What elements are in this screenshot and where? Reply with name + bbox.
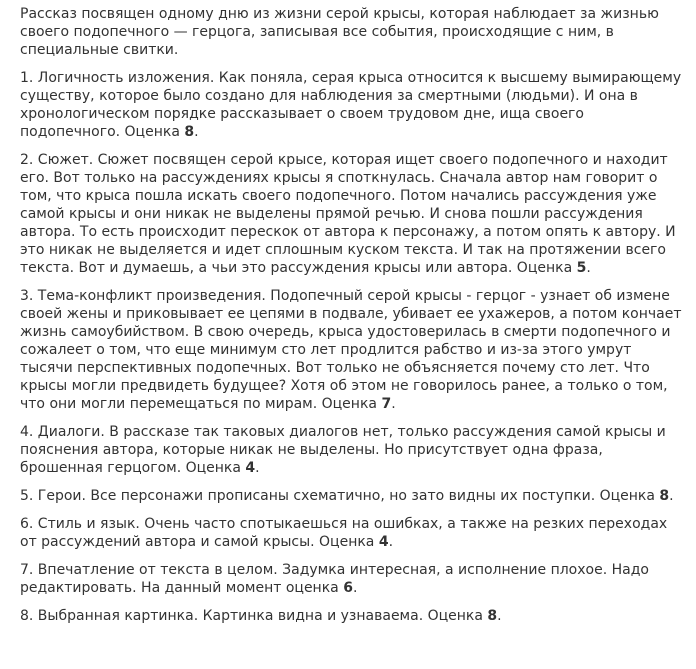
score-value: 4 bbox=[378, 534, 389, 550]
criterion-text: 8. Выбранная картинка. Картинка видна и узнаваема. Оценка bbox=[20, 608, 488, 624]
criterion-picture bbox=[20, 607, 688, 625]
criterion-text: 4. Диалоги. В рассказе так таковых диалогов нет, только рассуждения самой крысы и пояснения автора, которые никак не выделены. Но присутствует одна фраза, брошенная герцогом. Оценка bbox=[20, 424, 666, 476]
intro-paragraph: Рассказ посвящен одному дню из жизни серой крысы, которая наблюдает за жизнью своего подопечного — герцога, записывая все события, происходящие с ним, в специальные свитки. bbox=[20, 6, 659, 58]
criterion-dialogues bbox=[20, 423, 688, 477]
criterion-end: . bbox=[391, 396, 396, 412]
criterion-theme-conflict bbox=[20, 287, 688, 413]
criterion-logic bbox=[20, 69, 688, 141]
criterion-end: . bbox=[255, 460, 260, 476]
criterion-text: 1. Логичность изложения. Как поняла, серая крыса относится к высшему вымирающему существу, которое было создано для наблюдения за смертными (людьми). И она в хронологическом порядке рассказывает о своем трудовом дне, ища своего подопечного. Оценка bbox=[20, 70, 682, 140]
score-value: 8 bbox=[659, 488, 670, 504]
score-value: 6 bbox=[343, 580, 353, 596]
score-value: 8 bbox=[487, 608, 498, 624]
score-value: 7 bbox=[381, 396, 392, 412]
criterion-end: . bbox=[194, 124, 199, 140]
criterion-end: . bbox=[669, 488, 674, 504]
criterion-style-language bbox=[20, 515, 688, 551]
criterion-text: 6. Стиль и язык. Очень часто спотыкаешься на ошибках, а также на резких переходах от рассуждений автора и самой крысы. Оценка bbox=[20, 516, 668, 550]
criterion-characters bbox=[20, 487, 688, 505]
criterion-text: 2. Сюжет. Сюжет посвящен серой крысе, которая ищет своего подопечного и находит его. Вот только на рассуждениях крысы я споткнулась. Сначала автор нам говорит о том, что крыса пошла искать своего подопечного. Потом начались рассуждения уже самой крысы и они никак не выделены прямой речью. И снова пошли рассуждения автора. То есть происходит перескок от автора к персонажу, а потом опять к автору. И это никак не выделяется и идет сплошным куском текста. И так на протяжении всего текста. Вот и думаешь, а чьи это рассуждения крысы или автора. Оценка bbox=[20, 152, 676, 276]
score-value: 8 bbox=[184, 124, 195, 140]
score-value: 5 bbox=[576, 260, 587, 276]
score-value: 4 bbox=[245, 460, 256, 476]
criterion-text: 5. Герои. Все персонажи прописаны схематично, но зато видны их поступки. Оценка bbox=[20, 488, 660, 504]
criterion-plot bbox=[20, 151, 688, 277]
criterion-text: 7. Впечатление от текста в целом. Задумка интересная, а исполнение плохое. Надо редактировать. На данный момент оценка bbox=[20, 562, 649, 596]
criterion-overall-impression bbox=[20, 561, 688, 597]
criterion-end: . bbox=[388, 534, 394, 550]
criterion-end: . bbox=[586, 260, 591, 276]
criterion-end: . bbox=[352, 580, 358, 596]
criterion-end: . bbox=[497, 608, 502, 624]
criterion-text: 3. Тема-конфликт произведения. Подопечный серой крысы - герцог - узнает об измене своей жены и приковывает ее цепями в подвале, убивает ее ухажеров, а потом кончает жизнь самоубийством. В свою очередь, крыса удостоверилась в смерти подопечного и сожалеет о том, что еще минимум сто лет продлится рабство и из-за этого умрут тысячи перспективных подопечных. Вот только не объясняется почему сто лет. Что крысы могли предвидеть будущее? Хотя об этом не говорилось ранее, а только о том, что они могли перемещаться по мирам. Оценка bbox=[20, 288, 682, 412]
